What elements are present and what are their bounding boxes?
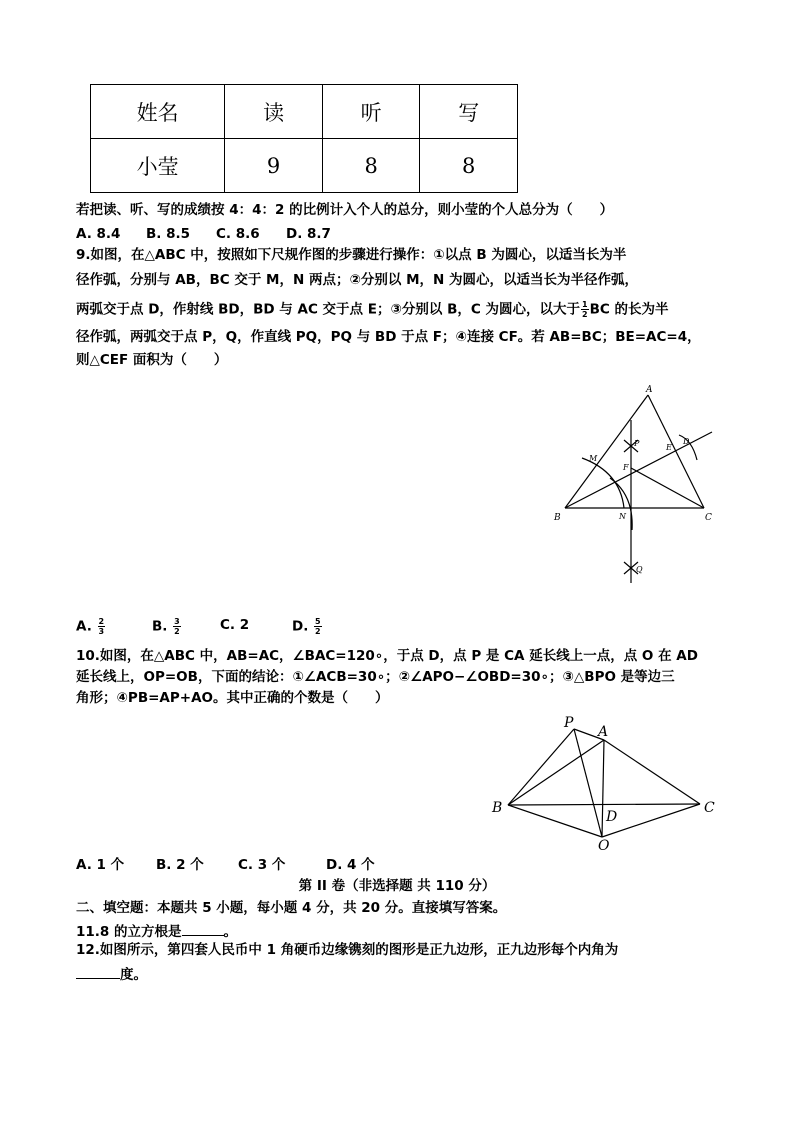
label-q: Q xyxy=(636,565,643,574)
label-b: B xyxy=(492,800,503,816)
table-header-cell: 听 xyxy=(322,85,420,139)
q9-option-b: B. $\frac{3}{2}$ xyxy=(152,617,180,636)
q9-line4: 径作弧，两弧交于点 P，Q，作直线 PQ，PQ 与 BD 于点 F；④连接 CF。若 AB=BC；BE=AC=4， xyxy=(76,329,701,345)
label-a: A xyxy=(598,724,609,740)
q8-option-a: A. 8.4 xyxy=(76,226,121,242)
table-cell: 小莹 xyxy=(91,139,225,193)
q12-answer-blank[interactable] xyxy=(76,966,120,979)
part-two-title: 第 II 卷（非选择题 共 110 分） xyxy=(298,878,496,894)
label-p: P xyxy=(634,439,640,448)
half-fraction: $\frac{1}{2}$ xyxy=(582,300,588,319)
q10-geometry-figure xyxy=(488,712,724,852)
q11: 11.8 的立方根是 。 xyxy=(76,924,238,940)
q9-line2: 径作弧，分别与 AB，BC 交于 M，N 两点；②分别以 M，N 为圆心，以适当长为半径作弧， xyxy=(76,272,639,288)
label-b: B xyxy=(554,513,561,523)
table-cell: 8 xyxy=(322,139,420,193)
q8-option-b: B. 8.5 xyxy=(146,226,191,242)
label-c: C xyxy=(705,513,712,523)
q10-option-c: C. 3 个 xyxy=(238,857,286,873)
table-header-row xyxy=(91,85,518,139)
q9-line3-text: 两弧交于点 D，作射线 BD，BD 与 AC 交于点 E；③分别以 B，C 为圆心，以大于 xyxy=(76,301,581,318)
q9-option-d: D. $\frac{5}{2}$ xyxy=(292,617,321,636)
score-table xyxy=(90,84,518,193)
table-cell: 9 xyxy=(225,139,323,193)
q10-option-d: D. 4 个 xyxy=(326,857,375,873)
q9-line5: 则△CEF 面积为（ ） xyxy=(76,352,228,368)
table-row xyxy=(91,139,518,193)
q8-option-d: D. 8.7 xyxy=(286,226,331,242)
q9-geometry-figure xyxy=(552,380,722,590)
q10-line2: 延长线上，OP=OB，下面的结论：①∠ACB=30∘；②∠APO−∠OBD=30∘；③△BPO 是等边三 xyxy=(76,669,675,685)
q9-line3 xyxy=(76,300,669,319)
table-header-cell: 读 xyxy=(225,85,323,139)
q10-option-a: A. 1 个 xyxy=(76,857,125,873)
fill-in-section-header: 二、填空题：本题共 5 小题，每小题 4 分，共 20 分。直接填写答案。 xyxy=(76,900,507,916)
label-p: P xyxy=(564,715,574,731)
label-c: C xyxy=(704,800,715,816)
table-header-cell: 写 xyxy=(420,85,518,139)
label-a: A xyxy=(646,385,653,395)
q10-line3: 角形；④PB=AP+AO。其中正确的个数是（ ） xyxy=(76,690,389,706)
q10-line1: 10.如图，在△ABC 中，AB=AC，∠BAC=120∘，于点 D，点 P 是 CA 延长线上一点，点 O 在 AD xyxy=(76,648,698,664)
q9-line3-text-end: BC 的长为半 xyxy=(589,301,669,318)
q11-answer-blank[interactable] xyxy=(182,923,224,936)
label-n: N xyxy=(619,512,626,521)
q9-option-a: A. $\frac{2}{3}$ xyxy=(76,617,105,636)
label-o: O xyxy=(598,838,610,852)
q8-stem: 若把读、听、写的成绩按 4：4：2 的比例计入个人的总分，则小莹的个人总分为（ ） xyxy=(76,202,614,218)
label-d: D xyxy=(683,437,690,446)
label-f: F xyxy=(623,463,629,472)
table-header-cell: 姓名 xyxy=(91,85,225,139)
label-d: D xyxy=(606,809,618,825)
q9-line1: 9.如图，在△ABC 中，按照如下尺规作图的步骤进行操作：①以点 B 为圆心，以适当长为半 xyxy=(76,247,627,263)
label-e: E xyxy=(666,443,672,452)
q8-option-c: C. 8.6 xyxy=(216,226,260,242)
label-m: M xyxy=(589,454,598,463)
q10-option-b: B. 2 个 xyxy=(156,857,204,873)
q12-line2: 度。 xyxy=(76,966,147,983)
q9-option-c: C. 2 xyxy=(220,617,250,633)
table-cell: 8 xyxy=(420,139,518,193)
q12-line1: 12.如图所示，第四套人民币中 1 角硬币边缘镌刻的图形是正九边形，正九边形每个内角为 xyxy=(76,942,619,958)
